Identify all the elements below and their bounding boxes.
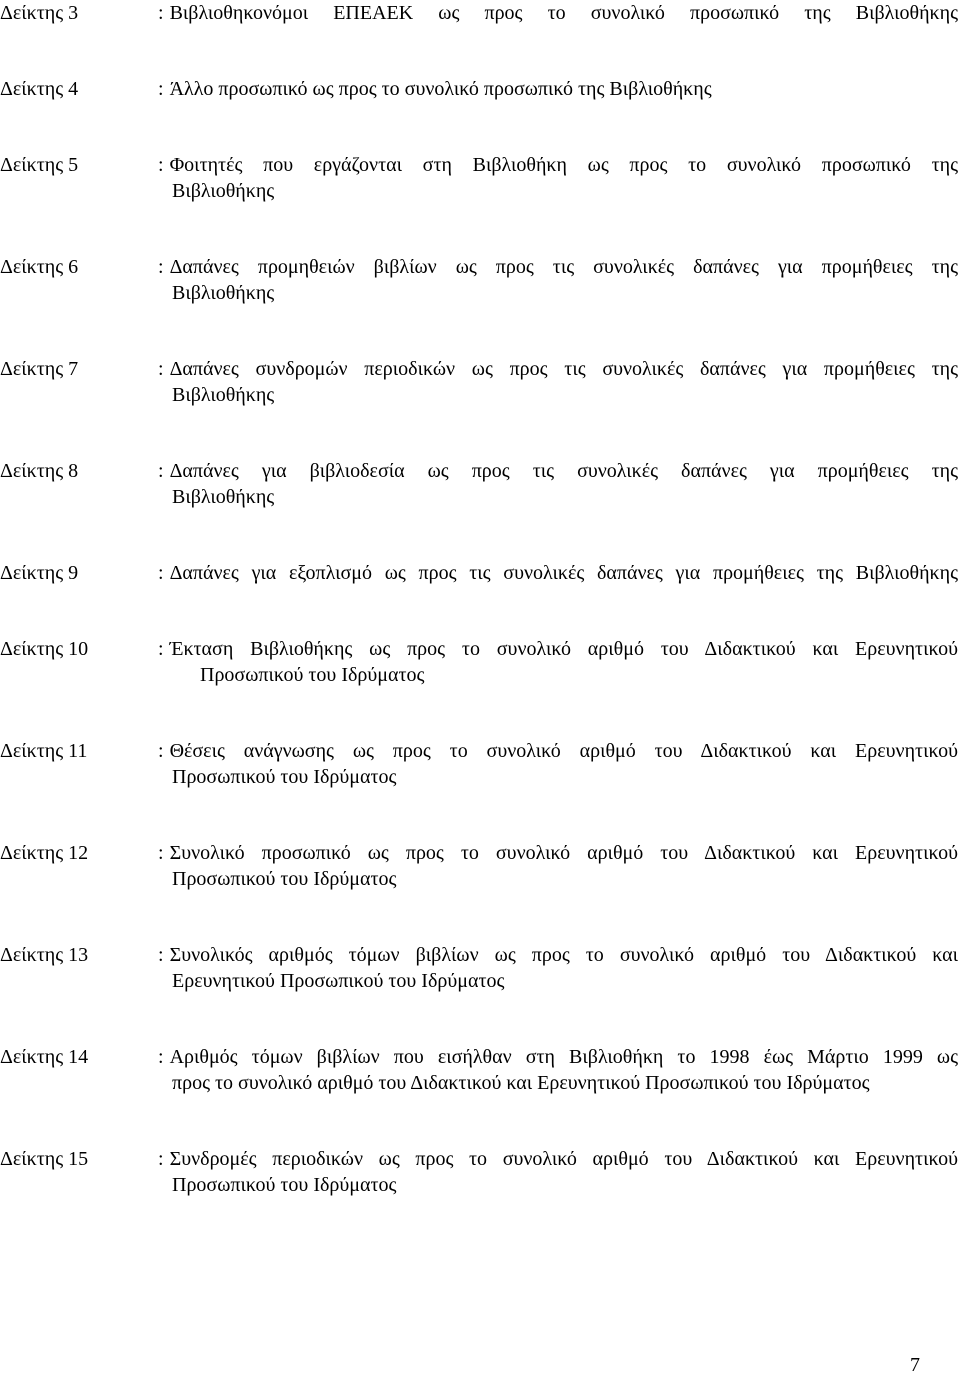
indicator-label: Δείκτης 4	[0, 78, 79, 100]
indicator-description	[158, 840, 958, 892]
indicator-label: Δείκτης 10	[0, 638, 89, 660]
indicator-label: Δείκτης 15	[0, 1148, 89, 1170]
indicator-label: Δείκτης 5	[0, 154, 79, 176]
indicator-description-line: : Έκταση Βιβλιοθήκης ως προς το συνολικό αριθμό του Διδακτικού και Ερευνητικού	[158, 638, 958, 660]
indicator-description	[158, 152, 958, 204]
indicator-label: Δείκτης 14	[0, 1046, 89, 1068]
indicator-description-line: : Άλλο προσωπικό ως προς το συνολικό προσωπικό της Βιβλιοθήκης	[158, 78, 712, 100]
indicator-description	[158, 738, 958, 790]
indicator-description-line: Ερευνητικού Προσωπικού του Ιδρύματος	[172, 970, 505, 992]
indicator-label: Δείκτης 8	[0, 460, 79, 482]
indicator-description-line: : Συνδρομές περιοδικών ως προς το συνολικό αριθμό του Διδακτικού και Ερευνητικού	[158, 1148, 958, 1170]
indicator-description	[158, 254, 958, 306]
indicator-description	[158, 636, 958, 688]
indicator-description	[158, 458, 958, 510]
indicator-description-line: : Δαπάνες για εξοπλισμό ως προς τις συνολικές δαπάνες για προμήθειες της Βιβλιοθήκης	[158, 562, 958, 584]
indicator-label: Δείκτης 7	[0, 358, 79, 380]
indicator-description-line: Βιβλιοθήκης	[172, 384, 275, 406]
indicator-description	[158, 942, 958, 994]
indicator-description-line: : Συνολικό προσωπικό ως προς το συνολικό αριθμό του Διδακτικού και Ερευνητικού	[158, 842, 958, 864]
indicator-description-line: : Θέσεις ανάγνωσης ως προς το συνολικό αριθμό του Διδακτικού και Ερευνητικού	[158, 740, 958, 762]
indicator-description	[158, 0, 958, 26]
indicator-description-line: : Δαπάνες για βιβλιοδεσία ως προς τις συνολικές δαπάνες για προμήθειες της	[158, 460, 958, 482]
indicator-description-line: Βιβλιοθήκης	[172, 486, 275, 508]
indicator-label: Δείκτης 3	[0, 2, 79, 24]
indicator-label: Δείκτης 12	[0, 842, 89, 864]
indicator-description-line: Βιβλιοθήκης	[172, 282, 275, 304]
indicator-description-line: Προσωπικού του Ιδρύματος	[200, 664, 425, 686]
indicator-description	[158, 76, 958, 102]
indicator-label: Δείκτης 13	[0, 944, 89, 966]
indicator-label: Δείκτης 9	[0, 562, 79, 584]
indicator-description-line: Προσωπικού του Ιδρύματος	[172, 1174, 397, 1196]
indicator-description-line: Προσωπικού του Ιδρύματος	[172, 766, 397, 788]
indicator-description-line: Προσωπικού του Ιδρύματος	[172, 868, 397, 890]
indicator-description	[158, 356, 958, 408]
indicator-description	[158, 560, 958, 586]
indicator-description-line: : Δαπάνες συνδρομών περιοδικών ως προς τις συνολικές δαπάνες για προμήθειες της	[158, 358, 958, 380]
indicator-description	[158, 1146, 958, 1198]
indicator-description-line: : Δαπάνες προμηθειών βιβλίων ως προς τις συνολικές δαπάνες για προμήθειες της	[158, 256, 958, 278]
indicator-description-line: προς το συνολικό αριθμό του Διδακτικού και Ερευνητικού Προσωπικού του Ιδρύματος	[172, 1072, 870, 1094]
indicator-label: Δείκτης 11	[0, 740, 88, 762]
indicator-description-line: : Συνολικός αριθμός τόμων βιβλίων ως προς το συνολικό αριθμό του Διδακτικού και	[158, 944, 958, 966]
page-number: 7	[910, 1354, 920, 1376]
indicator-description-line: : Φοιτητές που εργάζονται στη Βιβλιοθήκη ως προς το συνολικό προσωπικό της	[158, 154, 958, 176]
indicator-description-line: : Αριθμός τόμων βιβλίων που εισήλθαν στη Βιβλιοθήκη το 1998 έως Μάρτιο 1999 ως	[158, 1046, 958, 1068]
indicator-description	[158, 1044, 958, 1096]
indicator-description-line: : Βιβλιοθηκονόμοι ΕΠΕΑΕΚ ως προς το συνολικό προσωπικό της Βιβλιοθήκης	[158, 2, 958, 24]
indicator-label: Δείκτης 6	[0, 256, 79, 278]
indicator-description-line: Βιβλιοθήκης	[172, 180, 275, 202]
